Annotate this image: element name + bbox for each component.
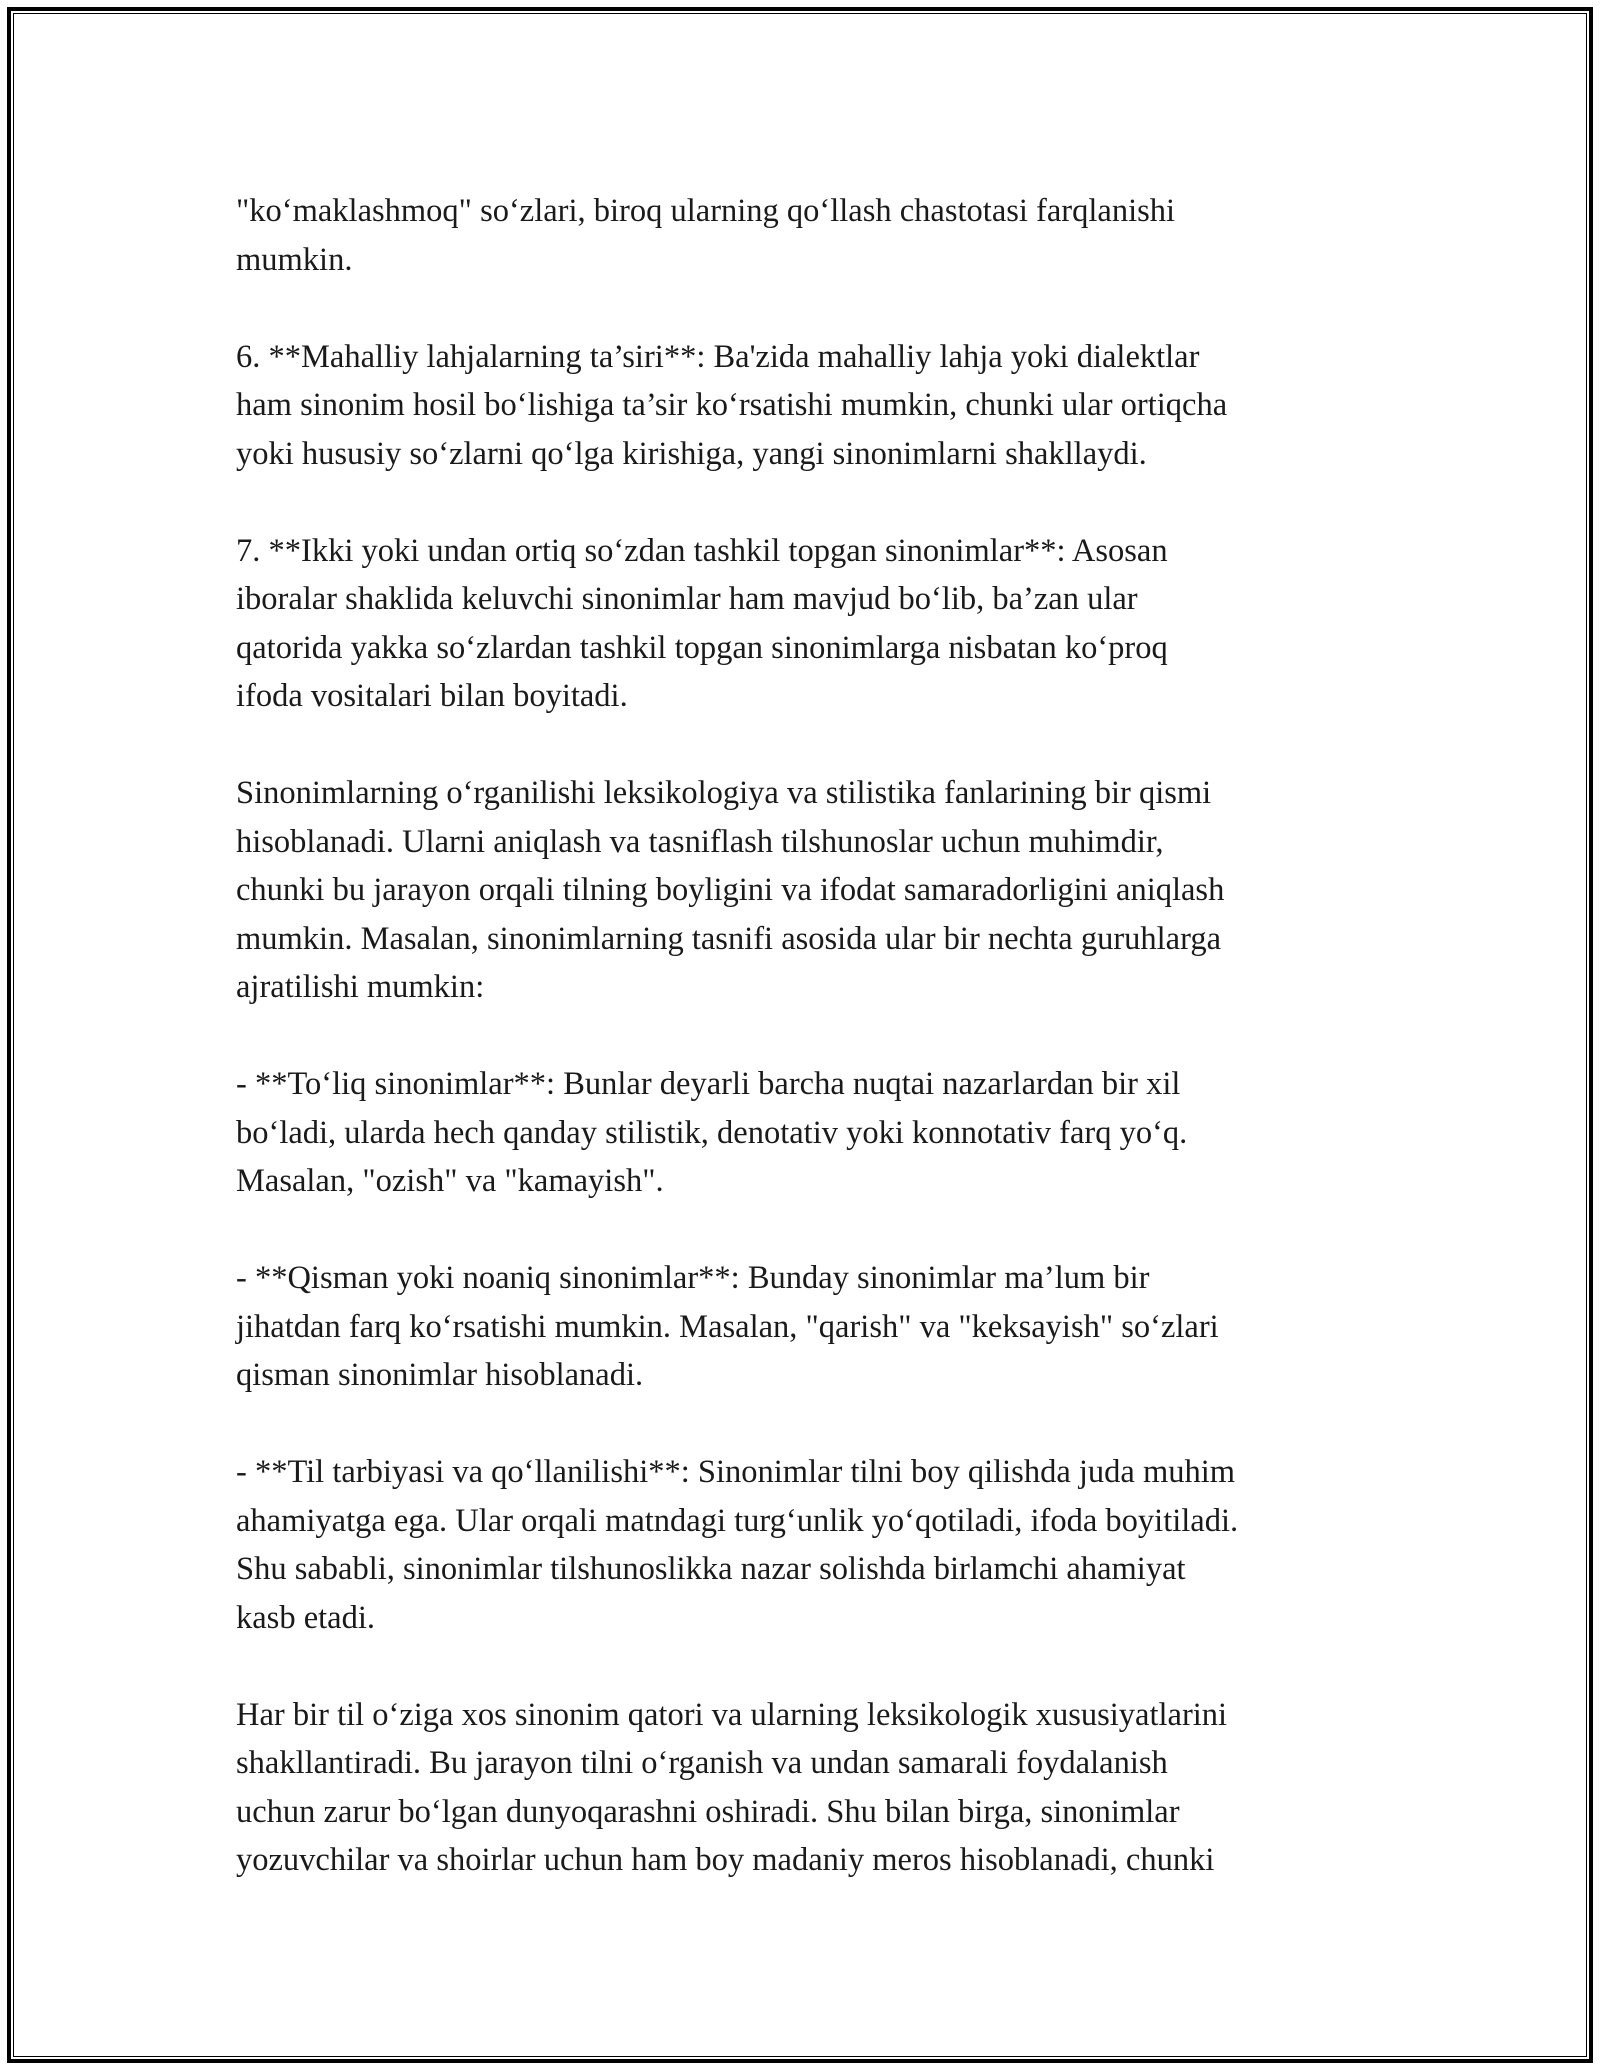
- paragraph-7: [236, 1448, 1376, 1642]
- paragraph-4: [236, 769, 1376, 1012]
- text-line: uchun zarur bo‘lgan dunyoqarashni oshiradi. Shu bilan birga, sinonimlar: [236, 1793, 1180, 1830]
- text-line: chunki bu jarayon orqali tilning boyligini va ifodat samaradorligini aniqlash: [236, 872, 1225, 908]
- text-line: mumkin.: [236, 241, 353, 278]
- text-line: mumkin. Masalan, sinonimlarning tasnifi asosida ular bir nechta guruhlarga: [236, 920, 1222, 957]
- text-line: ifoda vositalari bilan boyitadi.: [236, 678, 628, 714]
- text-line: kasb etadi.: [236, 1599, 375, 1636]
- text-line: qatorida yakka so‘zlardan tashkil topgan sinonimlarga nisbatan ko‘proq: [236, 629, 1168, 666]
- text-line: - **Til tarbiyasi va qo‘llanilishi**: Sinonimlar tilni boy qilishda juda muhim: [236, 1454, 1236, 1490]
- text-line: ahamiyatga ega. Ular orqali matndagi turg‘unlik yo‘qotiladi, ifoda boyitiladi.: [236, 1502, 1239, 1539]
- text-line: - **Qisman yoki noaniq sinonimlar**: Bunday sinonimlar ma’lum bir: [236, 1260, 1150, 1296]
- text-line: "ko‘maklashmoq" so‘zlari, biroq ularning qo‘llash chastotasi farqlanishi: [236, 193, 1176, 229]
- text-line: iboralar shaklida keluvchi sinonimlar ham mavjud bo‘lib, ba’zan ular: [236, 581, 1138, 617]
- text-line: hisoblanadi. Ularni aniqlash va tasniflash tilshunoslar uchun muhimdir,: [236, 823, 1164, 860]
- text-line: bo‘ladi, ularda hech qanday stilistik, denotativ yoki konnotativ farq yo‘q.: [236, 1114, 1188, 1151]
- text-line: yoki hususiy so‘zlarni qo‘lga kirishiga, yangi sinonimlarni shakllaydi.: [236, 435, 1147, 472]
- paragraph-8: [236, 1691, 1376, 1885]
- paragraph-2: [236, 333, 1376, 479]
- text-line: shakllantiradi. Bu jarayon tilni o‘rganish va undan samarali foydalanish: [236, 1745, 1168, 1781]
- text-line: Har bir til o‘ziga xos sinonim qatori va ularning leksikologik xususiyatlarini: [236, 1696, 1228, 1733]
- text-line: ham sinonim hosil bo‘lishiga ta’sir ko‘rsatishi mumkin, chunki ular ortiqcha: [236, 387, 1228, 423]
- text-line: Masalan, "ozish" va "kamayish".: [236, 1163, 664, 1199]
- text-line: - **To‘liq sinonimlar**: Bunlar deyarli barcha nuqtai nazarlardan bir xil: [236, 1066, 1181, 1102]
- text-line: jihatdan farq ko‘rsatishi mumkin. Masalan, "qarish" va "keksayish" so‘zlari: [236, 1308, 1219, 1345]
- text-line: 6. **Mahalliy lahjalarning ta’siri**: Ba'zida mahalliy lahja yoki dialektlar: [236, 338, 1200, 375]
- paragraph-6: [236, 1254, 1376, 1400]
- paragraph-1: [236, 187, 1376, 284]
- text-line: 7. **Ikki yoki undan ortiq so‘zdan tashkil topgan sinonimlar**: Asosan: [236, 532, 1168, 569]
- text-line: yozuvchilar va shoirlar uchun ham boy madaniy meros hisoblanadi, chunki: [236, 1842, 1215, 1878]
- paragraph-5: [236, 1060, 1376, 1206]
- text-line: Sinonimlarning o‘rganilishi leksikologiya va stilistika fanlarining bir qismi: [236, 775, 1212, 811]
- text-line: Shu sababli, sinonimlar tilshunoslikka nazar solishda birlamchi ahamiyat: [236, 1551, 1186, 1587]
- paragraph-3: [236, 527, 1376, 721]
- text-line: ajratilishi mumkin:: [236, 969, 485, 1005]
- document-body: [236, 187, 1376, 1933]
- text-line: qisman sinonimlar hisoblanadi.: [236, 1357, 644, 1393]
